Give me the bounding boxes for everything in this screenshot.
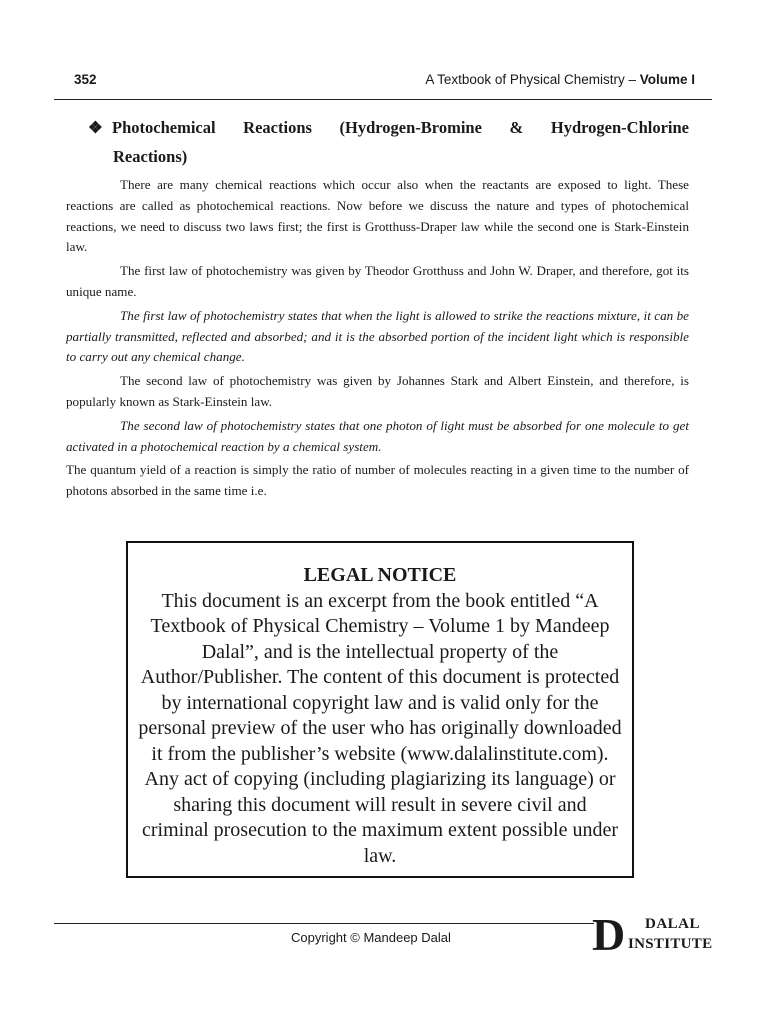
paragraph-first-law-statement: The first law of photochemistry states that when the light is allowed to strike the reactions mixture, it can be partially transmitted, reflected and absorbed; and it is the absorbed portion of the incident light which is responsible to carry out any chemical change. — [66, 307, 689, 365]
section-heading — [88, 113, 689, 171]
legal-notice-body: This document is an excerpt from the book entitled “A Textbook of Physical Chemistry – Volume 1 by Mandeep Dalal”, and is the intellectual property of the Author/Publisher. The content of this document is protected by international copyright law and is valid only for the personal preview of the user who has originally downloaded it from the publisher’s website (www.dalalinstitute.com). Any act of copying (including plagiarizing its language) or sharing this document will result in severe civil and criminal prosecution to the maximum extent possible under law. — [138, 589, 622, 867]
heading-line-1: Photochemical Reactions (Hydrogen-Bromine & Hydrogen-Chlorine — [112, 118, 689, 137]
diamond-bullet-icon: ❖ — [88, 118, 103, 137]
paragraph-intro: There are many chemical reactions which occur also when the reactants are exposed to light. These reactions are called as photochemical reactions. Now before we discuss the nature and types of photochemical reactions, we need to discuss two laws first; the first is Grotthuss-Draper law while the second one is Stark-Einstein law. — [66, 177, 689, 255]
copyright-text: Copyright © Mandeep Dalal — [291, 930, 451, 945]
paragraph-first-law-origin: The first law of photochemistry was given by Theodor Grotthuss and John W. Draper, and therefore, got its unique name. — [66, 263, 689, 299]
logo-text-top: DALAL — [645, 916, 701, 932]
running-title — [425, 72, 695, 87]
footer-divider — [54, 923, 594, 924]
volume-label: Volume I — [639, 72, 695, 87]
running-header — [54, 68, 712, 92]
dalal-institute-logo — [592, 909, 722, 960]
body-text — [66, 175, 689, 505]
paragraph-second-law-origin: The second law of photochemistry was given by Johannes Stark and Albert Einstein, and therefore, is popularly known as Stark-Einstein law. — [66, 373, 689, 409]
legal-notice-title: LEGAL NOTICE — [303, 564, 457, 586]
page-number: 352 — [74, 72, 97, 87]
book-title: A Textbook of Physical Chemistry – — [425, 72, 640, 87]
paragraph-second-law-statement: The second law of photochemistry states that one photon of light must be absorbed for one molecule to get activated in a photochemical reaction by a chemical system. — [66, 417, 689, 454]
logo-letter: D — [592, 909, 626, 960]
paragraph-quantum-yield: The quantum yield of a reaction is simply the ratio of number of molecules reacting in a given time to the number of photons absorbed in the same time i.e. — [66, 462, 689, 499]
legal-notice-box — [126, 541, 634, 878]
heading-line-2: Reactions) — [113, 147, 188, 166]
header-divider — [54, 99, 712, 100]
logo-text-bottom: INSTITUTE — [628, 936, 713, 952]
